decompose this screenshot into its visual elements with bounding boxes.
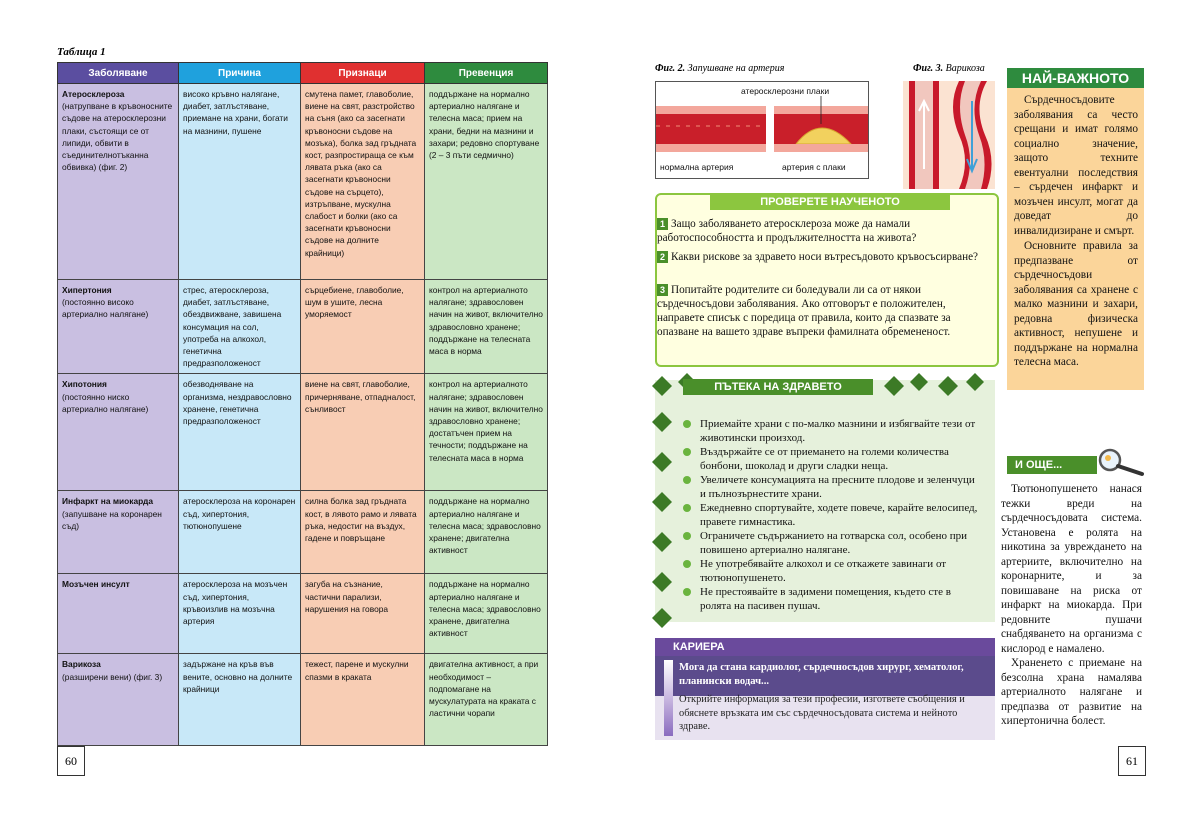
plaque-artery-drawing	[774, 96, 868, 152]
signs-cell: виене на свят, главоболие, причерняване, отпадналост, сънливост	[301, 374, 425, 491]
disease-note: (постоянно ниско артериално налягане)	[62, 391, 149, 414]
prevention-cell: двигателна активност, а при необходимост – подпомагане на мускулатурата на краката с ластични чорапи	[425, 654, 548, 746]
fig2-normal-label: нормална артерия	[660, 162, 734, 172]
page-number-left: 60	[57, 746, 85, 776]
fig3-caption	[913, 63, 985, 74]
path-list-item: Увеличете консумацията на пресните плодове и зеленчуци и пълнозърнестите храни.	[700, 473, 982, 501]
cause-cell: високо кръвно налягане, диабет, затлъстяване, приемане на храни, богати на мазнини, пушене	[179, 84, 301, 280]
magnifier-icon	[1096, 446, 1148, 478]
disease-name: Хипертония	[62, 285, 112, 295]
disease-cell	[58, 84, 179, 280]
table-row	[58, 491, 548, 574]
health-path-title: ПЪТЕКА НА ЗДРАВЕТО	[683, 379, 873, 395]
signs-cell: силна болка зад гръдната кост, в лявото рамо и лявата ръка, недостиг на въздух, гадене и повръщане	[301, 491, 425, 574]
disease-note: (запушване на коронарен съд)	[62, 508, 162, 531]
bullet-icon	[683, 588, 691, 596]
disease-cell	[58, 654, 179, 746]
disease-cell	[58, 491, 179, 574]
table-row	[58, 654, 548, 746]
path-list-item: Не употребявайте алкохол и се откажете завинаги от тютюнопушенето.	[700, 557, 982, 585]
question-number: 1	[657, 218, 668, 230]
disease-name: Инфаркт на миокарда	[62, 496, 154, 507]
disease-table	[57, 62, 548, 746]
question-text: Попитайте родителите си боледували ли са от някои сърдечносъдови заболявания. Ако отговорът е положителен, направете списък с поредица от правила, които да спазвате за опазване на вашето здраве въпреки фамилната обремененост.	[657, 284, 951, 338]
prevention-cell: контрол на артериалното налягане; здравословен начин на живот, включително здравословно хранене; поддържане на телесната маса в норма	[425, 280, 548, 374]
fig2-plaque-artery-label: артерия с плаки	[782, 162, 846, 172]
cause-cell: атеросклероза на мозъчен съд, хипертония, кръвоизлив на мозъчна артерия	[179, 574, 301, 654]
bullet-icon	[683, 532, 691, 540]
check-knowledge-title: ПРОВЕРЕТЕ НАУЧЕНОТО	[710, 194, 950, 210]
career-gradient-bar	[664, 660, 673, 736]
cause-cell: атеросклероза на коронарен съд, хипертония, тютюнопушене	[179, 491, 301, 574]
header-signs: Признаци	[301, 63, 425, 84]
most-important-title: НАЙ-ВАЖНОТО	[1007, 68, 1144, 88]
question-text: Защо заболяването атеросклероза може да намали работоспособността и продължителността на живота?	[657, 218, 917, 244]
path-list-item: Ограничете съдържанието на готварска сол, особено при повишено артериално налягане.	[700, 529, 982, 557]
fig3-label: Фиг. 3.	[913, 63, 944, 74]
career-title: КАРИЕРА	[655, 638, 995, 656]
table-header-row	[58, 63, 548, 84]
question-item	[657, 283, 989, 339]
header-cause: Причина	[179, 63, 301, 84]
prevention-cell: поддържане на нормално артериално налягане и телесна маса; здравословно хранене, двигателна активност	[425, 574, 548, 654]
fig2-caption	[655, 63, 784, 74]
fig2-label: Фиг. 2.	[655, 63, 686, 74]
table-row	[58, 374, 548, 491]
bullet-icon	[683, 476, 691, 484]
disease-name: Атеросклероза	[62, 89, 125, 99]
path-list-item: Не престоявайте в задимени помещения, където сте в ролята на пасивен пушач.	[700, 585, 982, 613]
header-disease: Заболяване	[58, 63, 179, 84]
disease-cell	[58, 374, 179, 491]
bullet-icon	[683, 560, 691, 568]
vein-diagram	[903, 81, 995, 189]
career-lead: Мога да стана кардиолог, сърдечносъдов хирург, хематолог, планински водач...	[679, 662, 964, 687]
path-list-item: Ежедневно спортувайте, ходете повече, карайте велосипед, правете гимнастика.	[700, 501, 982, 529]
prevention-cell: поддържане на нормално артериално налягане и телесна маса; здравословно хранене; двигателна активност	[425, 491, 548, 574]
header-prevention: Превенция	[425, 63, 548, 84]
fig3-varicose-illustration	[903, 81, 995, 189]
disease-cell	[58, 574, 179, 654]
important-paragraph-2: Основните правила за предпазване от сърдечносъдови заболявания са хранене с малко мазнини и захари, редовна физическа активност, непушене и поддържане на нормална телесна маса.	[1014, 240, 1138, 368]
table-row	[58, 84, 548, 280]
question-text: Какви рискове за здравето носи вътресъдовото кръвосъсирване?	[671, 251, 979, 263]
prevention-cell: контрол на артериалното налягане; здравословен начин на живот, включително здравословно хранене; достатъчен прием на течности; поддържане на телесната маса в норма	[425, 374, 548, 491]
question-item	[657, 250, 989, 264]
cause-cell: стрес, атеросклероза, диабет, затлъстяване, обездвижване, завишена консумация на сол, употреба на алкохол, генетична предразположеност	[179, 280, 301, 374]
signs-cell: тежест, парене и мускулни спазми в краката	[301, 654, 425, 746]
fig3-caption-text: Варикоза	[945, 63, 985, 74]
bullet-icon	[683, 504, 691, 512]
disease-note: (разширени вени) (фиг. 3)	[62, 671, 163, 682]
disease-name: Хипотония	[62, 379, 107, 390]
and-more-paragraph-1: Тютюнопушенето нанася тежки вреди на сърдечносъдовата система. Установена е ролята на никотина за увреждането на артериите, включително на коронарните, и за повишаване на риска от инфаркт на миокарда. При редовните пушачи снабдяването на организма с кислород е намалено.	[1001, 483, 1142, 655]
career-text: Открийте информация за тези професии, изгответе съобщения и обяснете връзката им със сърдечносъдовата система и нейното здраве.	[679, 694, 965, 732]
question-number: 3	[657, 284, 668, 296]
fig2-caption-text: Запушване на артерия	[687, 63, 785, 74]
signs-cell: загуба на съзнание, частични парализи, нарушения на говора	[301, 574, 425, 654]
disease-name: Варикоза	[62, 659, 101, 670]
path-list-item: Приемайте храни с по-малко мазнини и избягвайте тези от животински произход.	[700, 417, 982, 445]
disease-note: (постоянно високо артериално налягане)	[62, 297, 149, 320]
prevention-cell: поддържане на нормално артериално налягане и телесна маса; прием на храни, бедни на мазнини и захари; редовно спортуване (2 – 3 пъти седмично)	[425, 84, 548, 280]
table-row	[58, 280, 548, 374]
table-caption: Таблица 1	[57, 46, 106, 58]
and-more-title: И ОЩЕ...	[1007, 456, 1097, 474]
table-row	[58, 574, 548, 654]
signs-cell: сърцебиене, главоболие, шум в ушите, лесна уморяемост	[301, 280, 425, 374]
bullet-icon	[683, 420, 691, 428]
page-number-right: 61	[1118, 746, 1146, 776]
bullet-icon	[683, 448, 691, 456]
path-list-item: Въздържайте се от приемането на големи количества бонбони, шоколад и други сладки неща.	[700, 445, 982, 473]
signs-cell: смутена памет, главоболие, виене на свят, разстройство на съня (ако са засегнати кръвоносни съдове на мозъка), болка зад гръдната кост, разпростираща се към лявата ръка (ако са засегнати кръвоносни съдове на сърцето), изтръпване, мускулна слабост и болки (ако са засегнати кръвоносни съдове на долните крайници)	[301, 84, 425, 280]
cause-cell: задържане на кръв във вените, основно на долните крайници	[179, 654, 301, 746]
question-item	[657, 217, 989, 245]
disease-note: (натрупване в кръвоносните съдове на атеросклерозни плаки, състоящи се от липиди, обвити в съединителнотъканна обвивка) (фиг. 2)	[62, 101, 173, 173]
cause-cell: обезводняване на организма, нездравословно хранене, генетична предразположеност	[179, 374, 301, 491]
important-paragraph-1: Сърдечносъдовите заболявания са често срещани и имат голямо социално значение, защото техните евентуални последствия – сърдечен инфаркт и мозъчен инсулт, могат да доведат до инвалидизиране и смърт.	[1014, 94, 1138, 237]
and-more-paragraph-2: Храненето с приемане на безсолна храна намалява артериалното налягане и предпазва от развитие на хипертонична болест.	[1001, 657, 1142, 727]
disease-cell	[58, 280, 179, 374]
question-number: 2	[657, 251, 668, 263]
fig2-plaque-label: атеросклерозни плаки	[741, 86, 830, 96]
normal-artery-drawing	[656, 106, 766, 152]
disease-name: Мозъчен инсулт	[62, 579, 130, 590]
